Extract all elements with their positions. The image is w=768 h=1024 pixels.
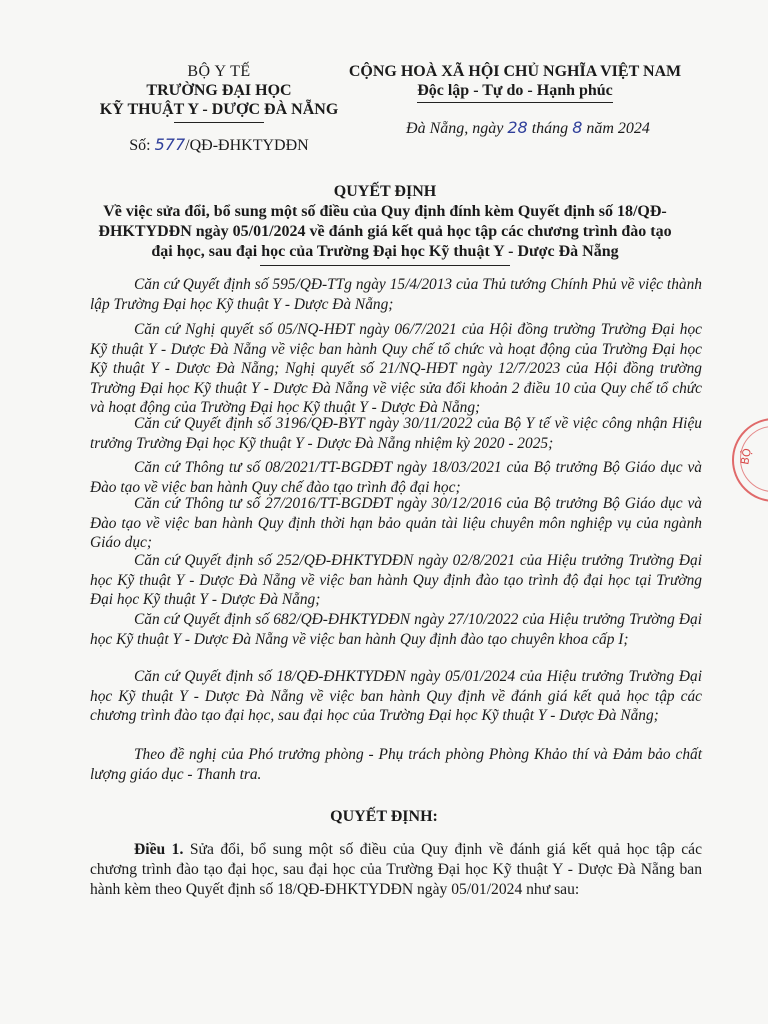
decision-title-block <box>60 182 710 266</box>
national-heading-block <box>345 62 685 103</box>
decision-section-heading: QUYẾT ĐỊNH: <box>330 808 438 825</box>
decision-heading: QUYẾT ĐỊNH <box>333 183 437 200</box>
preamble-paragraph: Theo đề nghị của Phó trưởng phòng - Phụ trách phòng Phòng Khảo thí và Đảm bảo chất lượng giáo dục - Thanh tra. <box>90 746 702 783</box>
red-seal-stamp <box>732 418 768 502</box>
issuing-agency-block <box>84 62 354 155</box>
handwritten-month: 8 <box>572 118 583 137</box>
title-underline <box>260 265 510 266</box>
number-suffix: /QĐ-ĐHKTYDĐN <box>185 137 309 154</box>
issue-date <box>378 118 678 138</box>
date-month-prefix: tháng <box>527 120 573 137</box>
school-name-line2: KỸ THUẬT Y - DƯỢC ĐÀ NẴNG <box>99 101 339 118</box>
preamble-paragraph: Căn cứ Quyết định số 682/QĐ-ĐHKTYDĐN ngày 27/10/2022 của Hiệu trưởng Trường Đại học Kỹ thuật Y - Dược Đà Nẵng về việc ban hành Quy định đào tạo chuyên khoa cấp I; <box>90 611 702 648</box>
article-1 <box>90 840 702 900</box>
preamble-paragraph: Căn cứ Quyết định số 3196/QĐ-BYT ngày 30/11/2022 của Bộ Y tế về việc công nhận Hiệu trưởng Trường Đại học Kỹ thuật Y - Dược Đà Nẵng nhiệm kỳ 2020 - 2025; <box>90 415 702 452</box>
stamp-text: BỘ <box>738 447 754 466</box>
preamble-paragraph: Căn cứ Quyết định số 595/QĐ-TTg ngày 15/4/2013 của Thủ tướng Chính Phủ về việc thành lập Trường Đại học Kỹ thuật Y - Dược Đà Nẵng; <box>90 276 702 313</box>
date-suffix: năm 2024 <box>582 120 650 137</box>
document-number <box>84 135 354 155</box>
date-prefix: Đà Nẵng, ngày <box>406 120 508 137</box>
title-line-2: ĐHKTYDĐN ngày 05/01/2024 về đánh giá kết quả học tập các chương trình đào tạo <box>98 223 672 240</box>
title-line-1: Về việc sửa đổi, bổ sung một số điều của Quy định đính kèm Quyết định số 18/QĐ- <box>103 203 667 220</box>
preamble-paragraph: Căn cứ Thông tư số 08/2021/TT-BGDĐT ngày 18/03/2021 của Bộ trưởng Bộ Giáo dục và Đào tạo về việc ban hành Quy chế đào tạo trình độ đại học; <box>90 459 702 496</box>
school-name-line1: TRƯỜNG ĐẠI HỌC <box>146 82 292 99</box>
ministry-name: BỘ Y TẾ <box>187 63 251 80</box>
handwritten-number: 577 <box>154 135 186 154</box>
article-1-label: Điều 1. <box>134 841 184 858</box>
title-line-3: đại học, sau đại học của Trường Đại học Kỹ thuật Y - Dược Đà Nẵng <box>151 243 619 260</box>
preamble-paragraph: Căn cứ Quyết định số 18/QĐ-ĐHKTYDĐN ngày 05/01/2024 của Hiệu trưởng Trường Đại học Kỹ thuật Y - Dược Đà Nẵng về việc ban hành Quy định về đánh giá kết quả học tập các chương trình đào tạo đại học, sau đại học của Trường Đại học Kỹ thuật Y - Dược Đà Nẵng; <box>90 668 702 724</box>
national-motto: Độc lập - Tự do - Hạnh phúc <box>417 81 613 103</box>
number-prefix: Số: <box>129 137 155 154</box>
preamble-paragraph: Căn cứ Quyết định số 252/QĐ-ĐHKTYDĐN ngày 02/8/2021 của Hiệu trưởng Trường Đại học Kỹ thuật Y - Dược Đà Nẵng về việc ban hành Quy định đào tạo trình độ đại học tại Trường Đại học Kỹ thuật Y - Dược Đà Nẵng; <box>90 552 702 608</box>
agency-underline <box>174 122 264 123</box>
article-1-text: Sửa đổi, bổ sung một số điều của Quy định về đánh giá kết quả học tập các chương trình đào tạo đại học, sau đại học của Trường Đại học Kỹ thuật Y - Dược Đà Nẵng ban hành kèm theo Quyết định số 18/QĐ-ĐHKTYDĐN ngày 05/01/2024 như sau: <box>90 841 702 898</box>
handwritten-day: 28 <box>507 118 528 137</box>
preamble-paragraph: Căn cứ Thông tư số 27/2016/TT-BGDĐT ngày 30/12/2016 của Bộ trưởng Bộ Giáo dục và Đào tạo về việc ban hành Quy định thời hạn bảo quản tài liệu chuyên môn nghiệp vụ của ngành Giáo dục; <box>90 495 702 551</box>
country-name: CỘNG HOÀ XÃ HỘI CHỦ NGHĨA VIỆT NAM <box>348 63 682 80</box>
preamble-paragraph: Căn cứ Nghị quyết số 05/NQ-HĐT ngày 06/7/2021 của Hội đồng trường Trường Đại học Kỹ thuật Y - Dược Đà Nẵng về việc ban hành Quy chế tổ chức và hoạt động của Trường Đại học Kỹ thuật Y - Dược Đà Nẵng; Nghị quyết số 21/NQ-HĐT ngày 12/7/2023 của Hội đồng trường Trường Đại học Kỹ thuật Y - Dược Đà Nẵng về việc sửa đổi khoản 2 điều 10 của Quy chế tổ chức và hoạt động của Trường Đại học Kỹ thuật Y - Dược Đà Nẵng; <box>90 321 702 416</box>
